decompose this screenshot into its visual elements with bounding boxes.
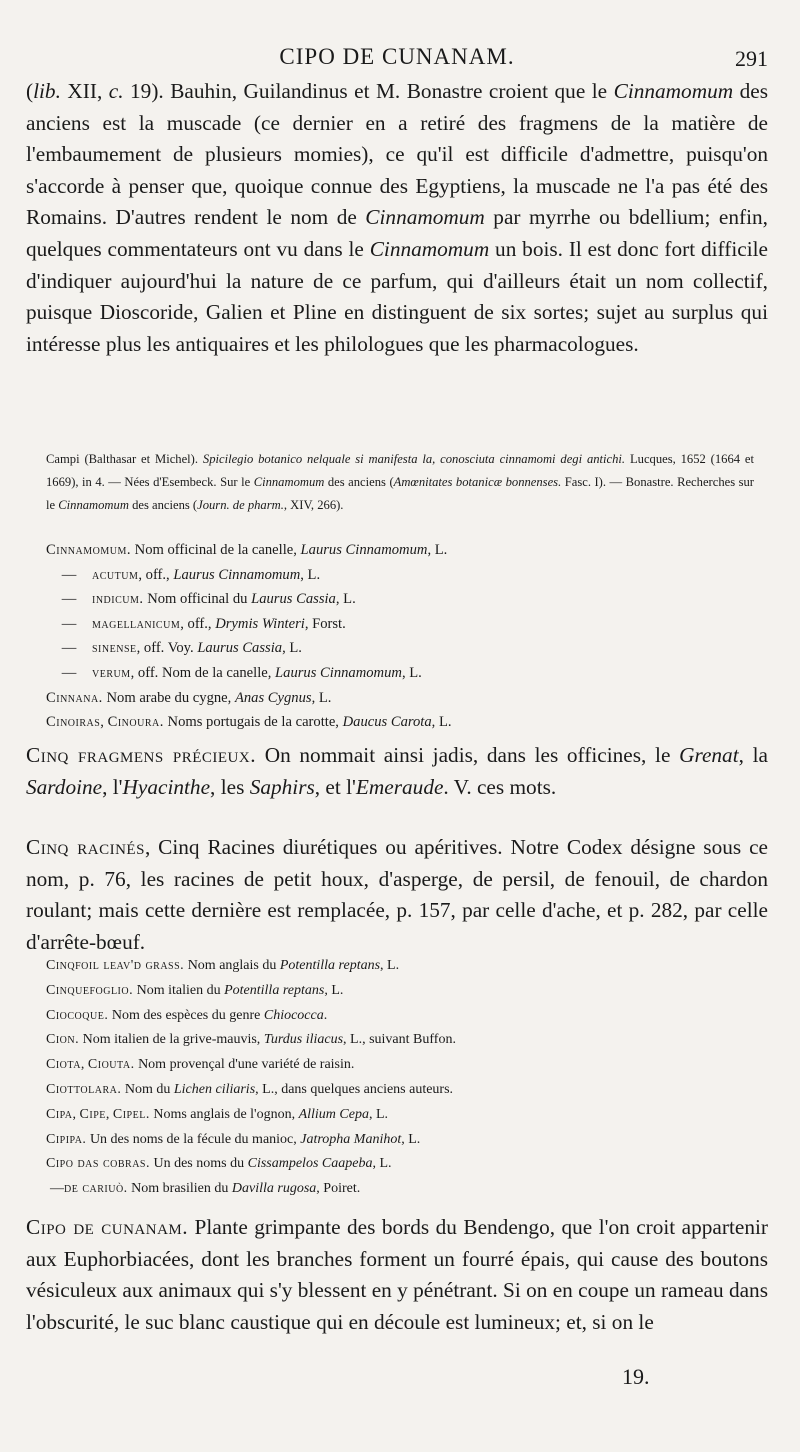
italic-run: Laurus Cinnamomum xyxy=(300,542,428,558)
text-run: , L. xyxy=(335,591,356,608)
italic-run: Laurus Cassia xyxy=(197,640,283,657)
text-run: . V. ces mots. xyxy=(443,774,557,799)
text-run: , L. xyxy=(300,566,321,583)
text-run: , L. xyxy=(282,640,302,657)
italic-run: Grenat xyxy=(679,743,739,767)
text-run: Plante grimpante des bords du Bendengo, que l'on croit appartenir aux Euphorbiacées, dont les branches forment un fourré épais, qui cause des boutons vésiculeux aux animaux qui s'y blessent en y pénétrant. Si on en coupe un rameau dans l'obscurité, le suc blanc caustique qui en découle est lumineux; et, si on le xyxy=(26,1215,768,1334)
text-run: , off. Nom de la canelle, xyxy=(130,664,276,681)
entry-line xyxy=(46,1103,766,1128)
italic-run: Chiococca xyxy=(263,1007,324,1023)
text-run: des anciens est la muscade (ce dernier en a retiré des fragmens de la matière de l'embaumement de plusieurs momies), ce qu'il est difficile d'admettre, puisqu'on s'accorde à penser que, quoique connue des Egyptiens, la muscade ne l'a pas été des Romains. D'autres rendent le nom de xyxy=(26,79,768,230)
entry-line xyxy=(46,612,766,637)
text-run: , xyxy=(100,714,108,731)
italic-run: Laurus Cassia xyxy=(251,591,336,608)
smallcaps-run: Cipo das cobras. xyxy=(46,1156,150,1172)
italic-run: Davilla rugosa xyxy=(231,1181,317,1197)
text-run: , off., xyxy=(138,566,174,583)
signature-mark: 19. xyxy=(622,1364,650,1389)
italic-run: Emeraude xyxy=(355,774,444,799)
paragraph-cinnamomum xyxy=(26,76,768,360)
smallcaps-run: Cinqfoil leav'd grass. xyxy=(46,958,185,973)
page-number: 291 xyxy=(735,46,768,71)
text-run: , xyxy=(105,1106,113,1122)
entry-line xyxy=(46,587,766,612)
text-run: , xyxy=(80,1057,88,1073)
smallcaps-run: indicum. xyxy=(92,591,144,608)
italic-run: Laurus Cinnamomum xyxy=(275,664,402,681)
text-run: Lucques, 1652 (1664 et 1669), in 4. — Nées d'Esembeck. Sur le xyxy=(46,452,755,489)
italic-run: Spicilegio botanico nelquale si manifesta la, conosciuta cinnamomi degi antichi. xyxy=(202,452,626,466)
italic-run: Drymis Winteri xyxy=(215,615,305,632)
text-run: des anciens ( xyxy=(324,474,394,489)
text-run: , la xyxy=(738,743,768,767)
text-run: , L. xyxy=(311,689,332,706)
text-run: , L., suivant Buffon. xyxy=(343,1032,456,1048)
italic-run: Laurus Cinnamomum xyxy=(173,566,301,583)
italic-run: Cissampelos Caapeba xyxy=(247,1156,373,1172)
paragraph-cinq-racines xyxy=(26,832,768,958)
smallcaps-run: sinense xyxy=(92,640,137,657)
text-run: Nom brasilien du xyxy=(127,1181,232,1197)
cinnamomum-entry-list xyxy=(46,538,766,735)
smallcaps-run: Cipel. xyxy=(112,1106,150,1122)
text-run: , L. xyxy=(380,958,400,973)
paragraph-cinq-fragmens xyxy=(26,740,768,803)
smallcaps-run: magellanicum xyxy=(92,615,181,632)
text-run: , L. xyxy=(368,1106,389,1122)
italic-run: Turdus iliacus xyxy=(263,1032,344,1048)
text-run: , L. xyxy=(427,542,448,558)
text-run: , les xyxy=(210,774,250,799)
entry-line xyxy=(46,538,766,563)
text-run: , XIV, 266). xyxy=(283,497,344,512)
text-run: , L., dans quelques anciens auteurs. xyxy=(255,1081,454,1097)
text-run: , L. xyxy=(401,664,422,681)
text-run: , off., xyxy=(180,615,216,632)
smallcaps-run: Cinq racinés xyxy=(26,835,145,859)
smallcaps-run: verum xyxy=(92,664,131,681)
italic-run: Journ. de pharm. xyxy=(197,497,284,512)
smallcaps-run: Cinnana. xyxy=(46,689,103,706)
text-run: Nom arabe du cygne, xyxy=(102,689,235,706)
bibliography-references xyxy=(46,448,754,516)
smallcaps-run: Cinoiras xyxy=(46,714,101,731)
text-run: . xyxy=(323,1007,328,1023)
smallcaps-run: Cion. xyxy=(46,1032,80,1048)
text-run: Nom italien de la grive-mauvis, xyxy=(79,1032,264,1048)
text-run: , L. xyxy=(324,982,344,998)
smallcaps-run: Ciocoque. xyxy=(46,1007,109,1023)
smallcaps-run: Ciouta. xyxy=(87,1057,135,1073)
entry-line xyxy=(46,1152,766,1177)
entry-line xyxy=(46,686,766,711)
entry-line xyxy=(46,1053,766,1078)
entry-line xyxy=(46,1177,766,1202)
italic-run: Allium Cepa xyxy=(298,1106,369,1122)
text-run: , Poiret. xyxy=(316,1181,361,1197)
entry-line xyxy=(46,563,766,588)
italic-run: lib. xyxy=(33,79,61,103)
text-run: Fasc. I). — Bonastre. Recherches sur le xyxy=(46,474,755,512)
text-run: Nom provençal d'une variété de raisin. xyxy=(134,1057,355,1073)
smallcaps-run: Cipipa. xyxy=(46,1131,87,1147)
dash-indent: — xyxy=(61,591,77,608)
italic-run: Cinnamomum xyxy=(365,205,485,230)
entry-line xyxy=(46,1028,766,1053)
italic-run: Daucus Carota xyxy=(342,714,432,731)
italic-run: Lichen ciliaris xyxy=(173,1081,256,1097)
italic-run: Cinnamomum xyxy=(253,474,325,489)
italic-run: Cinnamomum xyxy=(613,79,734,103)
italic-run: Hyacinthe xyxy=(122,774,211,799)
italic-run: Jatropha Manihot xyxy=(300,1131,402,1147)
italic-run: Cinnamomum xyxy=(369,236,490,261)
smallcaps-run: Cinq fragmens précieux. xyxy=(26,743,257,767)
smallcaps-run: Ciottolara. xyxy=(46,1081,122,1097)
text-run: ( xyxy=(26,79,34,103)
italic-run: Saphirs xyxy=(249,774,315,799)
text-run: XII, xyxy=(60,79,109,103)
text-run: , L. xyxy=(431,714,452,731)
text-run: , L. xyxy=(372,1156,392,1172)
text-run: Nom italien du xyxy=(133,982,225,998)
text-run: Campi (Balthasar et Michel). xyxy=(46,452,203,466)
italic-run: Cinnamomum xyxy=(58,497,129,512)
text-run: Un des noms de la fécule du manioc, xyxy=(86,1131,301,1147)
paragraph-cipo-de-cunanam xyxy=(26,1212,768,1338)
text-run: Nom officinal de la canelle, xyxy=(131,542,301,558)
entry-line xyxy=(46,979,766,1004)
dash-indent: — xyxy=(61,566,77,583)
text-run: Nom officinal du xyxy=(143,591,252,608)
smallcaps-run: Cinnamomum. xyxy=(46,542,131,558)
smallcaps-run: Cipo de cunanam. xyxy=(26,1215,189,1239)
page-title: CIPO DE CUNANAM. xyxy=(279,44,515,69)
smallcaps-run: Cipa xyxy=(46,1106,73,1122)
cinq-entry-list xyxy=(46,954,766,1202)
text-run: Noms anglais de l'ognon, xyxy=(149,1106,299,1122)
text-run: 19). Bauhin, Guilandinus et M. Bonastre croient que le xyxy=(123,79,614,103)
smallcaps-run: Cinoura. xyxy=(107,714,164,731)
smallcaps-run: de cariuò. xyxy=(64,1181,128,1197)
text-run: Noms portugais de la carotte, xyxy=(163,714,343,731)
running-header xyxy=(26,40,768,74)
italic-run: Anas Cygnus xyxy=(234,689,312,706)
text-run: , Forst. xyxy=(304,615,346,632)
entry-line xyxy=(46,1004,766,1029)
dash-indent: — xyxy=(50,1181,64,1197)
dash-indent: — xyxy=(61,640,77,657)
text-run: , xyxy=(72,1106,80,1122)
smallcaps-run: Cinquefoglio. xyxy=(46,982,134,998)
entry-line xyxy=(46,954,766,979)
entry-line xyxy=(46,661,766,686)
text-run: Nom anglais du xyxy=(184,958,280,973)
entry-line xyxy=(46,1078,766,1103)
text-run: , L. xyxy=(401,1131,421,1147)
text-run: , off. Voy. xyxy=(136,640,198,657)
dash-indent: — xyxy=(61,615,77,632)
text-run: , et l' xyxy=(314,774,356,799)
text-run: Nom des espèces du genre xyxy=(108,1007,264,1023)
italic-run: c. xyxy=(108,79,124,103)
entry-line xyxy=(46,710,766,735)
text-run: des anciens ( xyxy=(128,497,198,512)
text-run: On nommait ainsi jadis, dans les officines, le xyxy=(256,743,680,767)
text-run: Nom du xyxy=(121,1081,174,1097)
text-run: , Cinq Racines diurétiques ou apéritives. Notre Codex désigne sous ce nom, p. 76, les racines de petit houx, d'asperge, de persil, de fenouil, de chardon roulant; mais cette dernière est remplacée, p. 157, par celle d'ache, et p. 282, par celle d'arrête-bœuf. xyxy=(26,835,768,954)
text-run: Un des noms du xyxy=(149,1156,248,1172)
smallcaps-run: acutum xyxy=(92,566,139,583)
italic-run: Amœnitates botanicæ bonnenses. xyxy=(393,474,562,489)
text-run: , l' xyxy=(102,774,123,799)
dash-indent: — xyxy=(61,664,77,681)
entry-line xyxy=(46,1128,766,1153)
text-run: par myrrhe ou bdellium; enfin, quelques commentateurs ont vu dans le xyxy=(26,205,768,261)
entry-line xyxy=(46,636,766,661)
italic-run: Potentilla reptans xyxy=(279,958,381,973)
smallcaps-run: Cipe xyxy=(79,1106,106,1122)
italic-run: Potentilla reptans xyxy=(224,982,325,998)
italic-run: Sardoine xyxy=(26,774,103,799)
smallcaps-run: Ciota xyxy=(46,1057,81,1073)
text-run: un bois. Il est donc fort difficile d'indiquer aujourd'hui la nature de ce parfum, qui d'ailleurs était un nom collectif, puisque Dioscoride, Galien et Pline en distinguent de six sortes; sujet au surplus qui intéresse plus les antiquaires et les philologues que les pharmacologues. xyxy=(26,236,768,356)
